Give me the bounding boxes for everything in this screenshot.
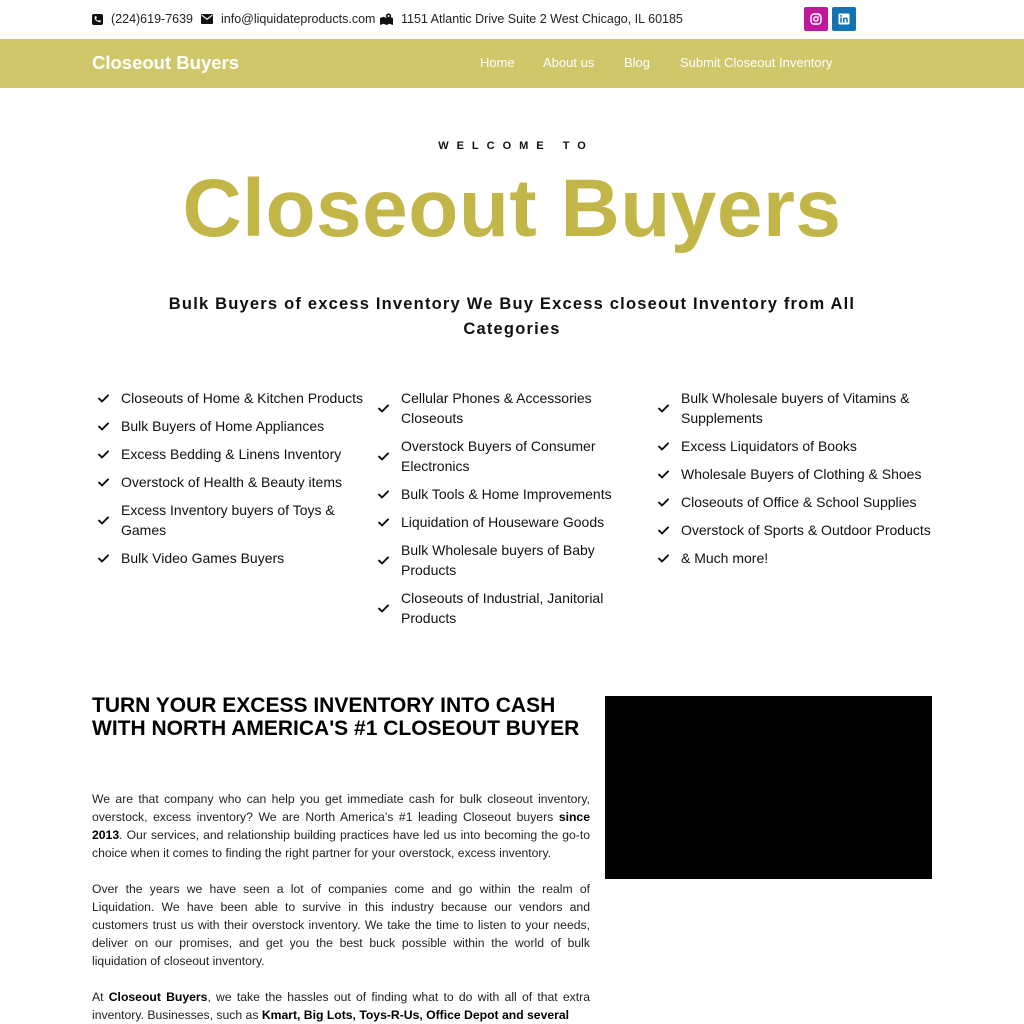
check-icon bbox=[378, 556, 390, 565]
site-logo[interactable]: Closeout Buyers bbox=[92, 52, 240, 73]
hero-subtitle: Bulk Buyers of excess Inventory We Buy Excess closeout Inventory from All Categories bbox=[168, 295, 856, 338]
list-item-text: Overstock Buyers of Consumer Electronics bbox=[401, 438, 596, 474]
list-item-text: Wholesale Buyers of Clothing & Shoes bbox=[681, 466, 922, 482]
email-contact[interactable] bbox=[201, 12, 375, 26]
intro-text-a: We are that company who can help you get immediate cash for bulk closeout inventory, overstock, excess inventory? We are North America’s #1 leading Closeout buyers bbox=[92, 792, 590, 824]
about-text-companies: Kmart, Big Lots, Toys-R-Us, Office Depot and several bbox=[261, 1008, 570, 1022]
list-item bbox=[378, 484, 628, 504]
list-item bbox=[378, 512, 628, 532]
phone-contact[interactable] bbox=[92, 12, 193, 26]
linkedin-icon bbox=[838, 13, 850, 25]
list-item bbox=[378, 540, 628, 580]
check-icon bbox=[378, 604, 390, 613]
list-item-text: Bulk Buyers of Home Appliances bbox=[121, 418, 325, 434]
instagram-icon bbox=[810, 13, 822, 25]
list-item bbox=[378, 588, 628, 628]
nav-submit-closeout-inventory[interactable]: Submit Closeout Inventory bbox=[680, 55, 833, 70]
list-item-text: Bulk Video Games Buyers bbox=[121, 550, 285, 566]
video-embed[interactable] bbox=[605, 696, 932, 879]
list-item bbox=[658, 492, 933, 512]
check-icon bbox=[98, 450, 110, 459]
list-item bbox=[98, 472, 368, 492]
check-icon bbox=[378, 452, 390, 461]
main-navbar bbox=[0, 39, 1024, 88]
section-heading: TURN YOUR EXCESS INVENTORY INTO CASH WITH NORTH AMERICA'S #1 CLOSEOUT BUYER bbox=[92, 694, 580, 740]
address-text: 1151 Atlantic Drive Suite 2 West Chicago, IL 60185 bbox=[401, 12, 683, 26]
list-item-text: Bulk Tools & Home Improvements bbox=[401, 486, 612, 502]
category-list-1 bbox=[98, 388, 368, 576]
list-item-text: Overstock of Health & Beauty items bbox=[121, 474, 342, 490]
check-icon bbox=[378, 518, 390, 527]
instagram-link[interactable] bbox=[804, 7, 828, 31]
linkedin-link[interactable] bbox=[832, 7, 856, 31]
nav-blog[interactable]: Blog bbox=[624, 55, 651, 70]
category-list-2 bbox=[378, 388, 628, 636]
check-icon bbox=[378, 490, 390, 499]
list-item bbox=[98, 500, 368, 540]
list-item-text: Cellular Phones & Accessories Closeouts bbox=[401, 390, 592, 426]
list-item-text: Bulk Wholesale buyers of Baby Products bbox=[401, 542, 595, 578]
intro-text-bold: since 2013 bbox=[92, 810, 590, 842]
nav-home[interactable]: Home bbox=[480, 55, 515, 70]
about-text-brand: Closeout Buyers bbox=[108, 990, 208, 1004]
address-contact bbox=[380, 12, 683, 26]
check-icon bbox=[658, 554, 670, 563]
about-paragraph bbox=[92, 988, 590, 1024]
top-contact-bar bbox=[0, 0, 1024, 39]
list-item-text: Closeouts of Office & School Supplies bbox=[681, 494, 917, 510]
check-icon bbox=[658, 470, 670, 479]
check-icon bbox=[98, 394, 110, 403]
list-item-text: Closeouts of Industrial, Janitorial Products bbox=[401, 590, 604, 626]
intro-text-c: . Our services, and relationship building practices have led us into becoming the go-to choice when it comes to finding the right partner for your overstock, excess inventory. bbox=[92, 828, 590, 860]
intro-paragraph bbox=[92, 790, 590, 862]
list-item-text: & Much more! bbox=[681, 550, 769, 566]
email-address: info@liquidateproducts.com bbox=[221, 12, 376, 26]
list-item-text: Excess Liquidators of Books bbox=[681, 438, 857, 454]
check-icon bbox=[658, 404, 670, 413]
list-item bbox=[658, 436, 933, 456]
check-icon bbox=[658, 442, 670, 451]
check-icon bbox=[98, 554, 110, 563]
envelope-icon bbox=[201, 14, 213, 24]
list-item bbox=[98, 388, 368, 408]
list-item-text: Excess Bedding & Linens Inventory bbox=[121, 446, 342, 462]
list-item-text: Excess Inventory buyers of Toys & Games bbox=[121, 502, 335, 538]
check-icon bbox=[98, 478, 110, 487]
list-item bbox=[98, 444, 368, 464]
category-list-3 bbox=[658, 388, 933, 576]
check-icon bbox=[98, 422, 110, 431]
hero-title: Closeout Buyers bbox=[182, 163, 842, 254]
welcome-eyebrow: WELCOME TO bbox=[438, 140, 594, 152]
list-item bbox=[658, 388, 933, 428]
check-icon bbox=[658, 526, 670, 535]
list-item bbox=[658, 464, 933, 484]
list-item-text: Overstock of Sports & Outdoor Products bbox=[681, 522, 931, 538]
list-item-text: Liquidation of Houseware Goods bbox=[401, 514, 605, 530]
check-icon bbox=[658, 498, 670, 507]
list-item-text: Closeouts of Home & Kitchen Products bbox=[121, 390, 364, 406]
about-text-a: At bbox=[92, 990, 109, 1004]
map-icon bbox=[380, 13, 393, 25]
nav-about-us[interactable]: About us bbox=[543, 55, 595, 70]
phone-icon bbox=[92, 14, 103, 25]
phone-number: (224)619-7639 bbox=[111, 12, 194, 26]
list-item bbox=[658, 548, 933, 568]
about-text-c: , we take the hassles out of finding what to do with all of that extra inventory. Businesses, such as bbox=[92, 990, 590, 1022]
list-item bbox=[98, 416, 368, 436]
list-item bbox=[658, 520, 933, 540]
list-item bbox=[98, 548, 368, 568]
list-item-text: Bulk Wholesale buyers of Vitamins & Supplements bbox=[681, 390, 910, 426]
history-paragraph: Over the years we have seen a lot of companies come and go within the realm of Liquidation. We have been able to survive in this industry because our vendors and customers trust us with their overstock inventory. We take the time to listen to your needs, deliver on our promises, and get you the best buck possible within the world of bulk liquidation of closeout inventory. bbox=[92, 882, 590, 968]
list-item bbox=[378, 436, 628, 476]
check-icon bbox=[98, 516, 110, 525]
check-icon bbox=[378, 404, 390, 413]
list-item bbox=[378, 388, 628, 428]
